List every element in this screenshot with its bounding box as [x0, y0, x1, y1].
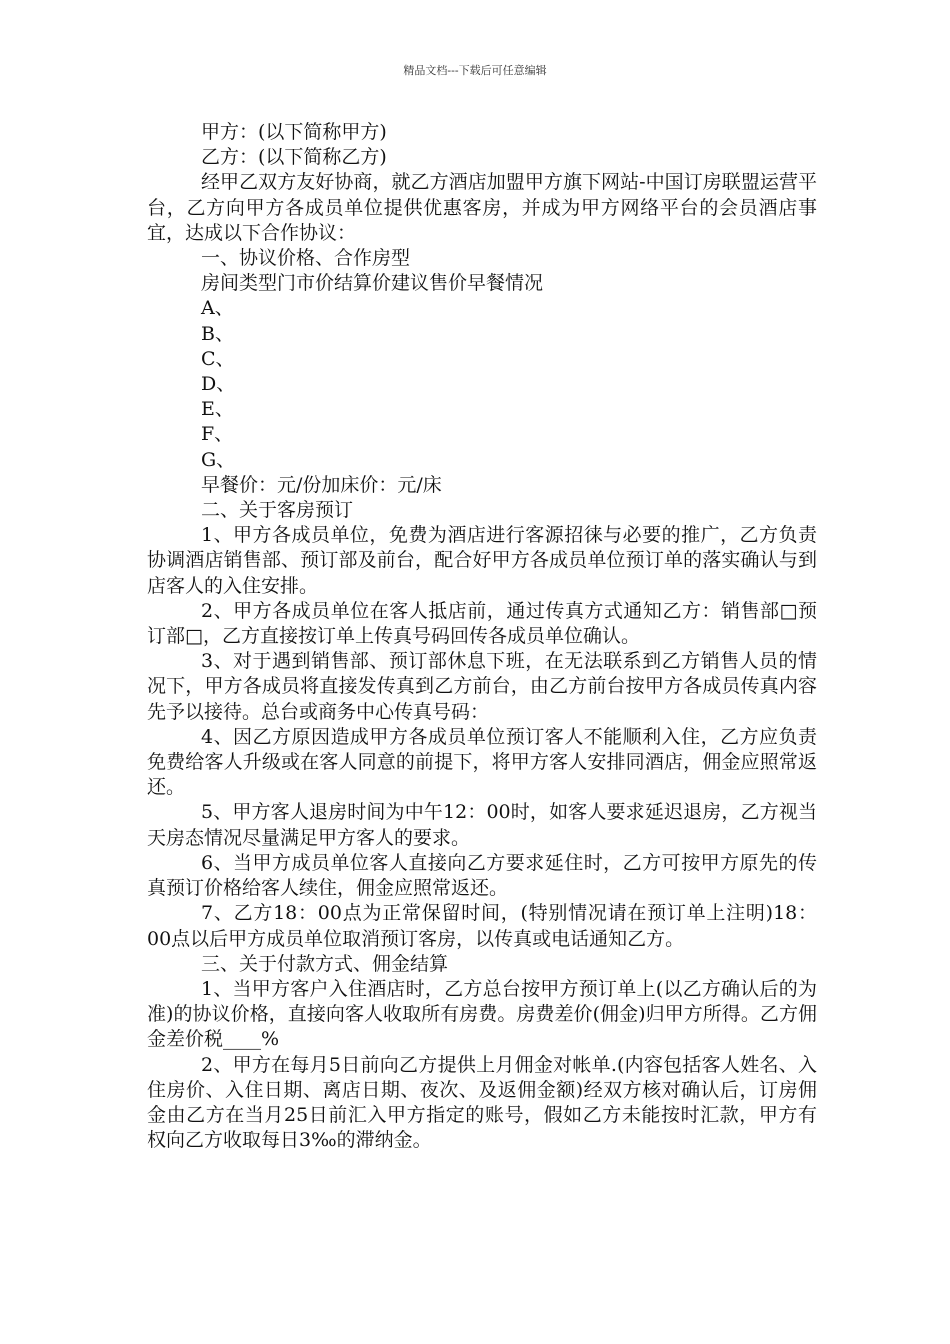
booking-clause-3: 3、对于遇到销售部、预订部休息下班，在无法联系到乙方销售人员的情况下，甲方各成员将直接发传真到乙方前台，由乙方前台按甲方各成员传真内容先予以接待。总台或商务中心传真号码： — [147, 650, 817, 723]
room-item-d: D、 — [201, 373, 236, 396]
party-b-line: 乙方：(以下简称乙方) — [201, 146, 387, 169]
document-body — [147, 120, 817, 1153]
room-item-g: G、 — [201, 448, 236, 471]
section-1-heading: 一、协议价格、合作房型 — [201, 247, 411, 270]
room-item-c: C、 — [201, 347, 235, 370]
intro-paragraph: 经甲乙双方友好协商，就乙方酒店加盟甲方旗下网站-中国订房联盟运营平台，乙方向甲方各成员单位提供优惠客房，并成为甲方网络平台的会员酒店事宜，达成以下合作协议： — [147, 171, 817, 244]
booking-clause-2: 2、甲方各成员单位在客人抵店前，通过传真方式通知乙方：销售部□预订部□，乙方直接按订单上传真号码回传各成员单位确认。 — [147, 599, 817, 648]
section-3-heading: 三、关于付款方式、佣金结算 — [201, 952, 449, 975]
section-2-heading: 二、关于客房预订 — [201, 499, 354, 522]
payment-clause-2: 2、甲方在每月5日前向乙方提供上月佣金对帐单.(内容包括客人姓名、入住房价、入住日期、离店日期、夜次、及返佣金额)经双方核对确认后，订房佣金由乙方在当月25日前汇入甲方指定的账号，假如乙方未能按时汇款，甲方有权向乙方收取每日3‰的滞纳金。 — [147, 1053, 817, 1152]
room-item-a: A、 — [201, 297, 234, 320]
booking-clause-6: 6、当甲方成员单位客人直接向乙方要求延住时，乙方可按甲方原先的传真预订价格给客人续住，佣金应照常返还。 — [147, 851, 817, 900]
page-header: 精品文档---下载后可任意编辑 — [403, 64, 547, 77]
booking-clause-7: 7、乙方18：00点为正常保留时间，(特别情况请在预订单上注明)18：00点以后甲方成员单位取消预订客房，以传真或电话通知乙方。 — [147, 902, 817, 950]
booking-clause-1: 1、甲方各成员单位，免费为酒店进行客源招徕与必要的推广，乙方负责协调酒店销售部、预订部及前台，配合好甲方各成员单位预订单的落实确认与到店客人的入住安排。 — [147, 524, 817, 597]
payment-clause-1: 1、当甲方客户入住酒店时，乙方总台按甲方预订单上(以乙方确认后的为准)的协议价格，直接向客人收取所有房费。房费差价(佣金)归甲方所得。乙方佣金差价税____% — [147, 977, 817, 1051]
booking-clause-4: 4、因乙方原因造成甲方各成员单位预订客人不能顺利入住，乙方应负责免费给客人升级或在客人同意的前提下，将甲方客人安排同酒店，佣金应照常返还。 — [147, 725, 817, 799]
party-a-line: 甲方：(以下简称甲方) — [201, 121, 387, 143]
room-item-e: E、 — [201, 398, 234, 421]
room-item-f: F、 — [201, 423, 234, 446]
room-columns-line: 房间类型门市价结算价建议售价早餐情况 — [201, 272, 544, 295]
breakfast-price-line: 早餐价：元/份加床价：元/床 — [201, 473, 442, 496]
booking-clause-5: 5、甲方客人退房时间为中午12：00时，如客人要求延迟退房，乙方视当天房态情况尽量满足甲方客人的要求。 — [147, 801, 817, 849]
room-item-b: B、 — [201, 322, 234, 345]
